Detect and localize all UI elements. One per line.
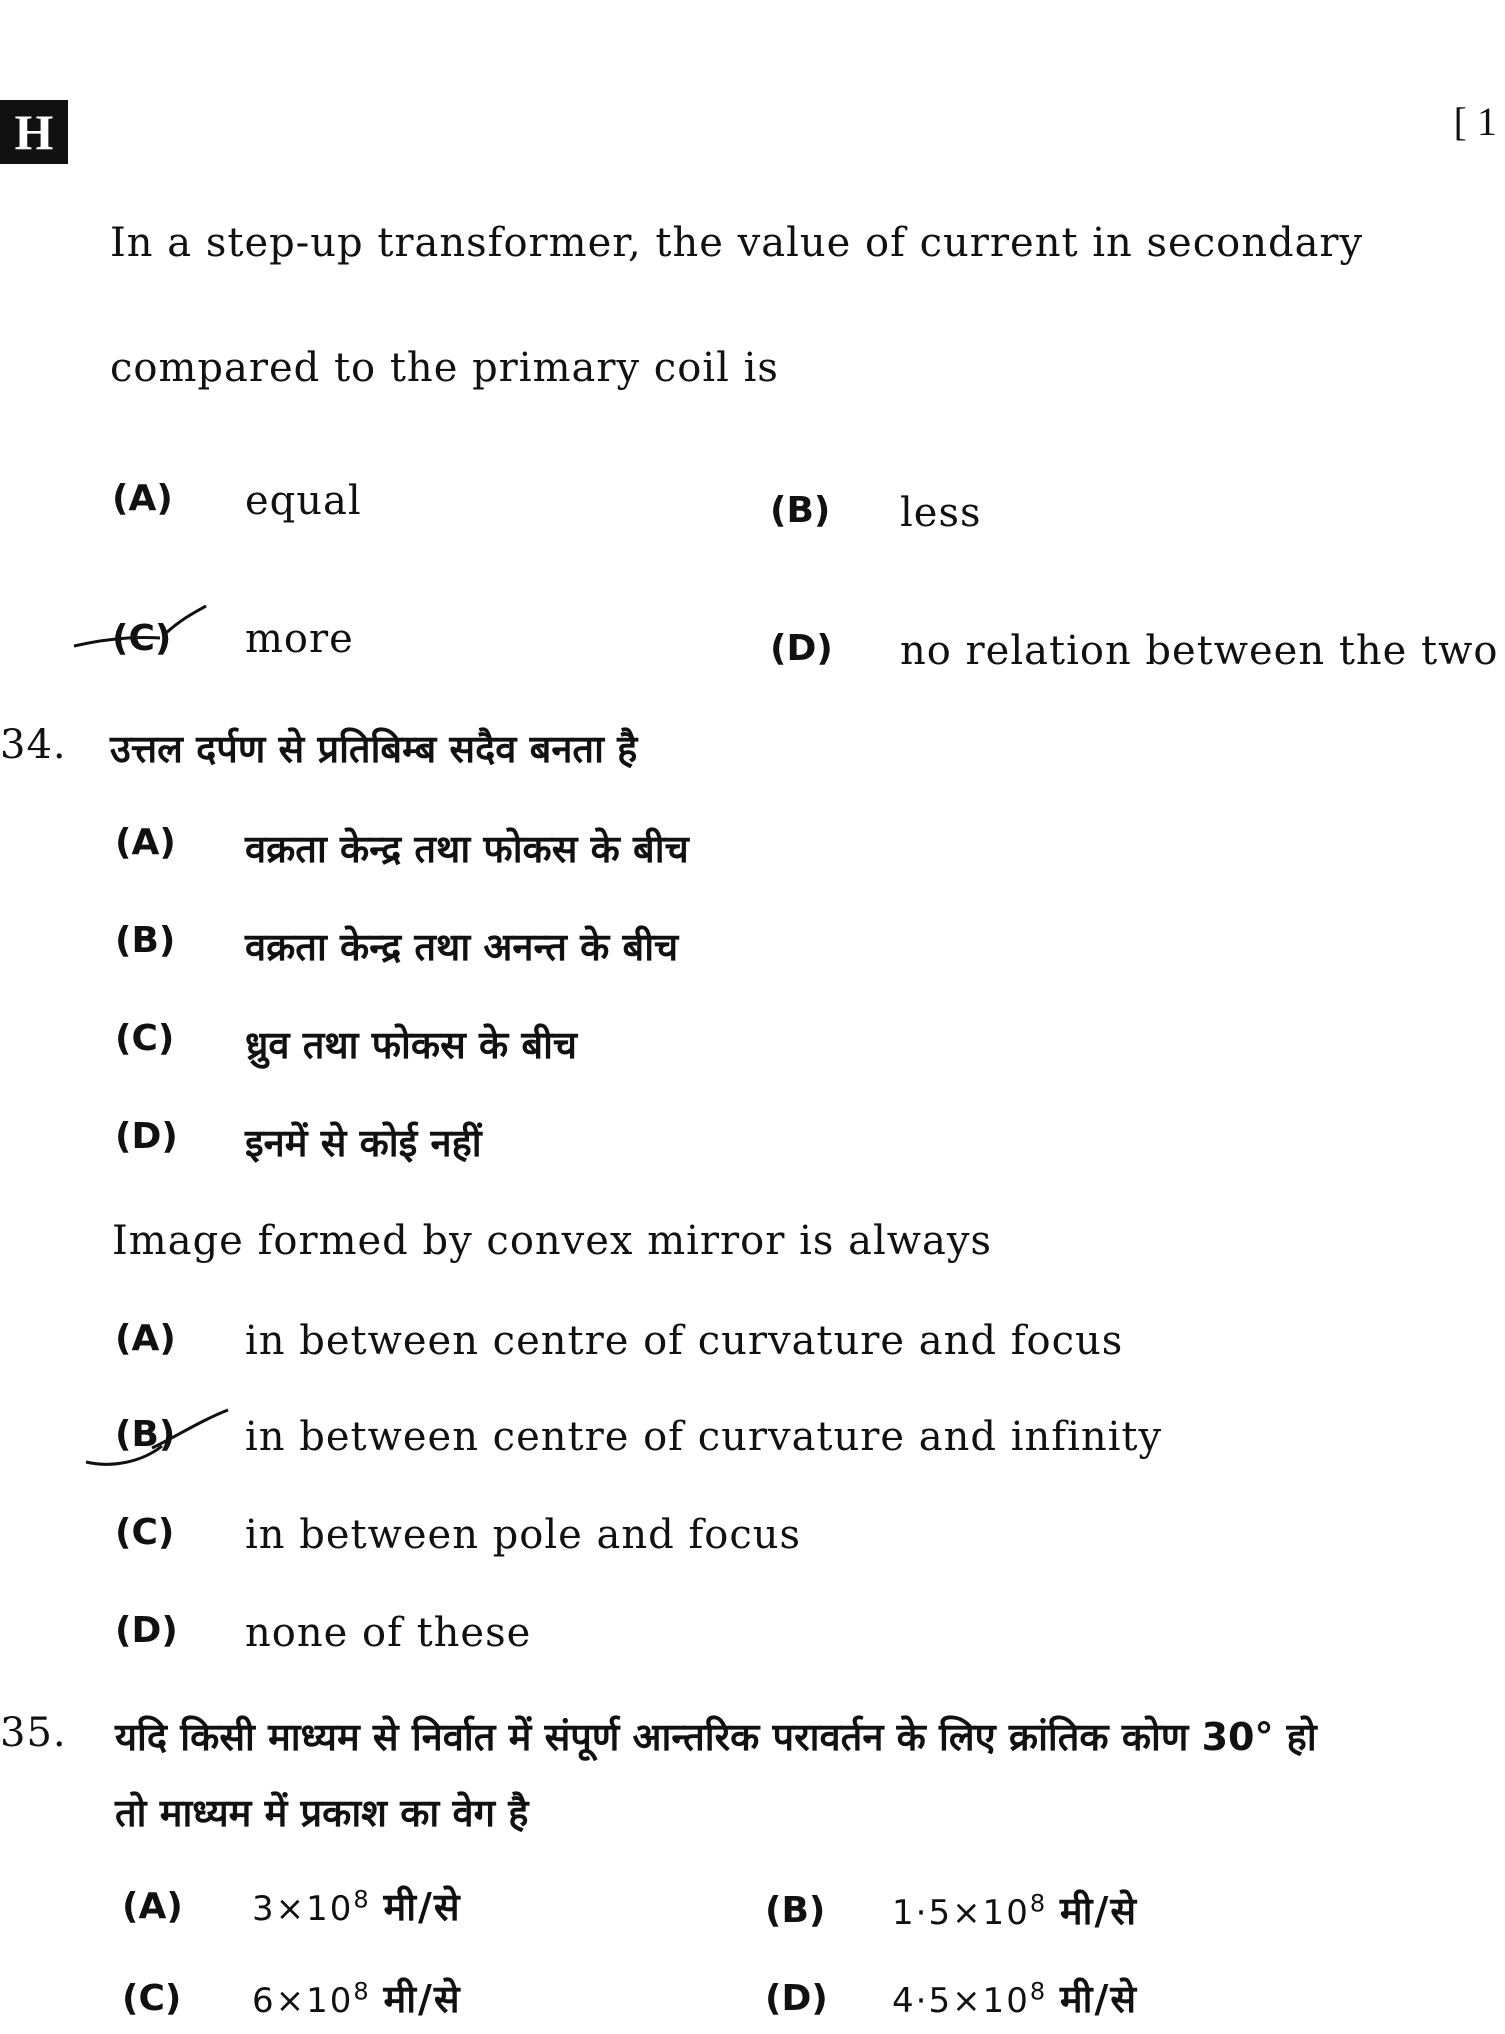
q34-en-option-d-text: none of these — [245, 1610, 532, 1656]
q35-option-b-label: (B) — [765, 1890, 826, 1931]
q33-option-c-label: (C) — [112, 618, 172, 659]
q35-option-a-value: $3\times 10^8$ मी/से — [252, 1885, 462, 1929]
q35-option-c-value: $6\times 10^8$ मी/से — [252, 1977, 462, 2021]
q35-stem-line2: तो माध्यम में प्रकाश का वेग है — [115, 1791, 529, 1835]
q33-option-b-label: (B) — [770, 490, 831, 531]
q34-stem-english: Image formed by convex mirror is always — [112, 1218, 992, 1264]
q34-en-option-a-text: in between centre of curvature and focus — [245, 1318, 1124, 1364]
q34-hi-option-d-text: इनमें से कोई नहीं — [245, 1121, 482, 1165]
q34-hi-option-b-text: वक्रता केन्द्र तथा अनन्त के बीच — [245, 925, 679, 969]
q33-option-a-label: (A) — [112, 478, 173, 519]
q33-option-d-label: (D) — [770, 628, 833, 669]
q33-option-a-text: equal — [245, 478, 362, 524]
q34-en-option-c-label: (C) — [115, 1512, 175, 1553]
q34-hi-option-b-label: (B) — [115, 920, 176, 961]
q33-stem-line1: In a step-up transformer, the value of current in secondary — [110, 220, 1364, 266]
q34-number: 34. — [0, 722, 67, 768]
q34-hi-option-a-label: (A) — [115, 822, 176, 863]
q34-en-option-b-label: (B) — [115, 1414, 176, 1455]
q35-option-d-label: (D) — [765, 1978, 828, 2019]
q35-option-d-value: $4\cdot 5\times 10^8$ मी/से — [892, 1977, 1139, 2021]
q34-stem-hindi: उत्तल दर्पण से प्रतिबिम्ब सदैव बनता है — [110, 727, 638, 771]
q35-stem-line1: यदि किसी माध्यम से निर्वात में संपूर्ण आन्तरिक परावर्तन के लिए क्रांतिक कोण 30° हो — [115, 1715, 1317, 1759]
q33-option-c-text: more — [245, 616, 354, 662]
q34-hi-option-d-label: (D) — [115, 1116, 178, 1157]
q34-en-option-b-text: in between centre of curvature and infinity — [245, 1414, 1163, 1460]
q33-stem-line2: compared to the primary coil is — [110, 345, 779, 391]
set-code-badge: H — [0, 100, 68, 164]
q35-option-b-value: $1\cdot 5\times 10^8$ मी/से — [892, 1889, 1139, 1933]
q34-en-option-c-text: in between pole and focus — [245, 1512, 802, 1558]
q34-hi-option-a-text: वक्रता केन्द्र तथा फोकस के बीच — [245, 827, 689, 871]
page-number: [ 1 — [1453, 99, 1497, 144]
q34-en-option-a-label: (A) — [115, 1318, 176, 1359]
q34-hi-option-c-label: (C) — [115, 1018, 175, 1059]
q34-hi-option-c-text: ध्रुव तथा फोकस के बीच — [245, 1023, 578, 1067]
q35-option-a-label: (A) — [122, 1886, 183, 1927]
q33-option-d-text: no relation between the two — [900, 628, 1499, 674]
q35-option-c-label: (C) — [122, 1978, 182, 2019]
q33-option-b-text: less — [900, 490, 982, 536]
q35-number: 35. — [0, 1710, 67, 1756]
q34-en-option-d-label: (D) — [115, 1610, 178, 1651]
